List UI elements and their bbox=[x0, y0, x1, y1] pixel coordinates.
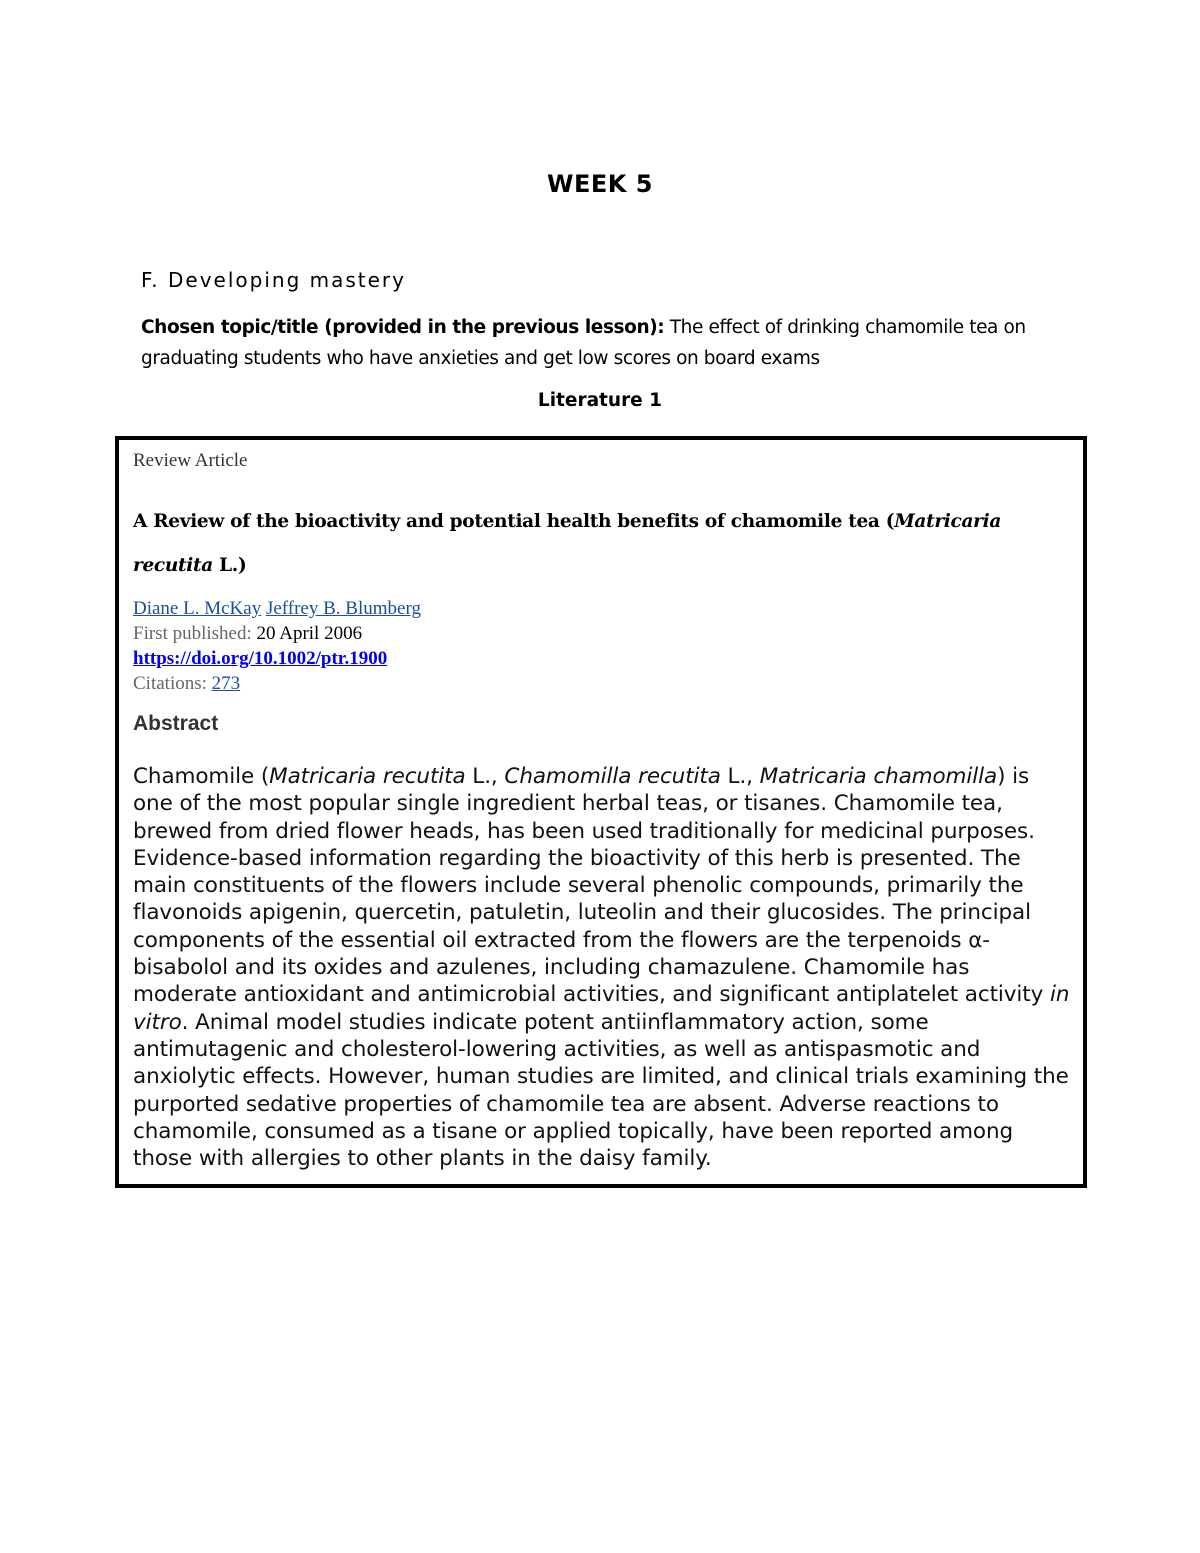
authors bbox=[133, 596, 1073, 621]
title-species: Matricaria recutita bbox=[133, 511, 1002, 576]
page-title: WEEK 5 bbox=[547, 170, 653, 198]
abstract-italic: in vitro bbox=[133, 982, 1070, 1035]
published-line bbox=[133, 621, 1073, 646]
doi-line bbox=[133, 646, 1073, 671]
chosen-topic bbox=[141, 312, 1071, 374]
topic-label: Chosen topic/title (provided in the previous lesson): bbox=[141, 317, 665, 338]
abstract-part: L., bbox=[465, 764, 505, 789]
citations-label: Citations: bbox=[133, 673, 207, 694]
abstract-part: . Animal model studies indicate potent antiinflammatory action, some antimutagenic and cholesterol-lowering activities, as well as antispasmotic and anxiolytic effects. However, human studies are limited, and clinical trials examining the purported sedative properties of chamomile tea are absent. Adverse reactions to chamomile, consumed as a tisane or applied topically, have been reported among those with allergies to other plants in the daisy family. bbox=[133, 1009, 1069, 1172]
published-label: First published: bbox=[133, 623, 252, 644]
abstract-italic: Matricaria chamomilla bbox=[759, 764, 998, 789]
article-title bbox=[133, 500, 1073, 588]
title-end: L.) bbox=[212, 555, 247, 576]
author-link[interactable]: Jeffrey B. Blumberg bbox=[265, 598, 421, 619]
abstract-italic: Matricaria recutita bbox=[269, 764, 466, 789]
author-link[interactable]: Diane L. McKay bbox=[133, 598, 262, 619]
literature-label: Literature 1 bbox=[537, 390, 663, 411]
published-date: 20 April 2006 bbox=[251, 623, 363, 644]
abstract-italic: Chamomilla recutita bbox=[504, 764, 721, 789]
article-content bbox=[133, 448, 1073, 1172]
abstract-part: ) is one of the most popular single ingredient herbal teas, or tisanes. Chamomile tea, brewed from dried flower heads, has been used traditionally for medicinal purposes. Evidence-based information regarding the bioactivity of this herb is presented. The main constituents of the flowers include several phenolic compounds, primarily the flavonoids apigenin, quercetin, patuletin, luteolin and their glucosides. The principal components of the essential oil extracted from the flowers are the terpenoids α-bisabolol and its oxides and azulenes, including chamazulene. Chamomile has moderate antioxidant and antimicrobial activities, and significant antiplatelet activity bbox=[133, 764, 1050, 1008]
article-screenshot-frame bbox=[115, 436, 1087, 1188]
abstract-part: L., bbox=[720, 764, 760, 789]
title-main: A Review of the bioactivity and potential health benefits of chamomile tea ( bbox=[133, 511, 895, 532]
article-type: Review Article bbox=[133, 450, 248, 471]
citations-line bbox=[133, 671, 1073, 696]
article-meta bbox=[133, 596, 1073, 696]
doi-link[interactable]: https://doi.org/10.1002/ptr.1900 bbox=[133, 648, 388, 669]
abstract-heading: Abstract bbox=[133, 712, 219, 735]
section-heading: F. Developing mastery bbox=[141, 268, 406, 292]
topic-text: The effect of drinking chamomile tea on graduating students who have anxieties and get low scores on board exams bbox=[141, 317, 1026, 369]
abstract-text bbox=[133, 763, 1073, 1172]
abstract-part: Chamomile ( bbox=[133, 764, 270, 789]
citations-count-link[interactable]: 273 bbox=[211, 673, 241, 694]
